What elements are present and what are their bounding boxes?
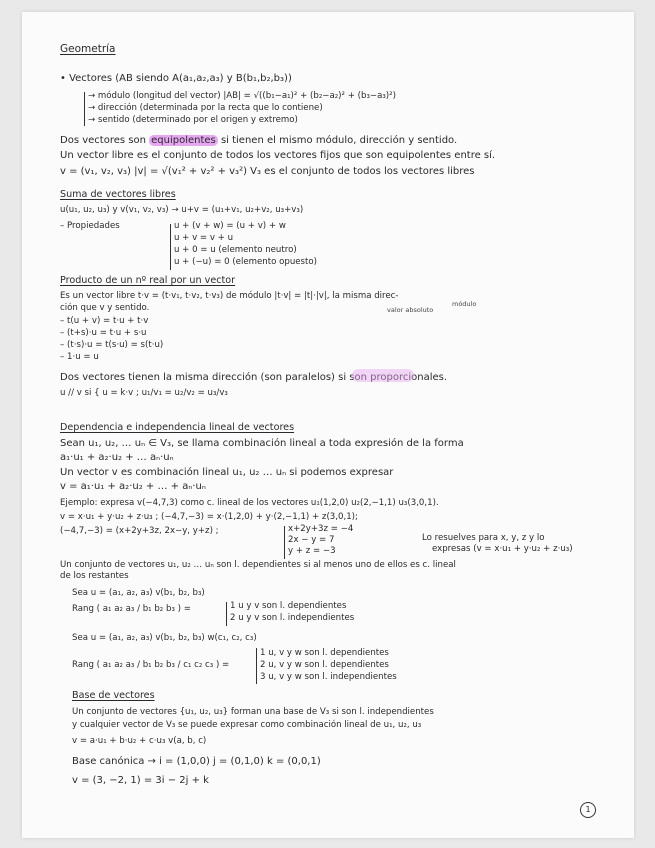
line-direccion: → dirección (determinada por la recta que lo contiene) [88, 103, 323, 113]
line-ejemplo: Ejemplo: expresa v(−4,7,3) como c. lineal de los vectores u₁(1,2,0) u₂(2,−1,1) u₃(3,0,1). [60, 498, 439, 508]
line-base-expr: v = a·u₁ + b·u₂ + c·u₃ v(a, b, c) [72, 736, 207, 746]
line-propiedades: – Propiedades [60, 221, 120, 231]
line-producto-def: Es un vector libre t·v = (t·v₁, t·v₂, t·v₃) de módulo |t·v| = |t|·|v|, la misma direc- [60, 291, 399, 301]
rang-dos: Rang ( a₁ a₂ a₃ / b₁ b₂ b₃ ) = [72, 604, 191, 614]
rang-tres-3: 3 u, v y w son l. independientes [260, 672, 397, 682]
line-vector-expr: v = a₁·u₁ + a₂·u₂ + … + aₙ·uₙ [60, 481, 206, 492]
rang-tres: Rang ( a₁ a₂ a₃ / b₁ b₂ b₃ / c₁ c₂ c₃ ) = [72, 660, 230, 670]
rang-dos-1: 1 u y v son l. dependientes [230, 601, 347, 611]
line-paralelos-cond: u // v si { u = k·v ; u₁/v₁ = u₂/v₂ = u₃/v₃ [60, 388, 228, 398]
page-number: 1 [580, 802, 596, 818]
line-dependientes-def: Un conjunto de vectores u₁, u₂ … uₙ son l. dependientes si al menos uno de ellos es c. lineal [60, 560, 456, 570]
line-ejemplo-2: (−4,7,−3) = (x+2y+3z, 2x−y, y+z) ; [60, 526, 219, 536]
note-modulo: módulo [452, 300, 477, 308]
line-vector-comb: Un vector v es combinación lineal u₁, u₂ … uₙ si podemos expresar [60, 467, 394, 478]
sistema-eq-3: y + z = −3 [288, 546, 336, 556]
rang-dos-2: 2 u y v son l. independientes [230, 613, 355, 623]
line-modulo: → módulo (longitud del vector) |AB| = √((b₁−a₁)² + (b₂−a₂)² + (b₃−a₃)²) [88, 91, 396, 101]
sistema-eq-1: x+2y+3z = −4 [288, 524, 354, 534]
line-prop-1: – t(u + v) = t·u + t·v [60, 316, 149, 326]
line-sea-dos: Sea u = (a₁, a₂, a₃) v(b₁, b₂, b₃) [72, 588, 205, 598]
heading-dependencia: Dependencia e independencia lineal de vectores [60, 422, 295, 433]
paralelos-highlight-marker [352, 369, 414, 382]
bracket-rang-tres [256, 648, 257, 684]
note-valor-absoluto: valor absoluto [387, 306, 434, 314]
prop-asociativa: u + (v + w) = (u + v) + w [174, 221, 286, 231]
prop-opuesto: u + (−u) = 0 (elemento opuesto) [174, 257, 318, 267]
bracket-propiedades [170, 224, 171, 270]
note-resuelves: Lo resuelves para x, y, z y lo [422, 533, 545, 543]
page-title: Geometría [60, 43, 116, 55]
notebook-page [22, 12, 634, 838]
line-base-canonica: Base canónica → i = (1,0,0) j = (0,1,0) k = (0,0,1) [72, 756, 321, 767]
line-ejemplo-1: v = x·u₁ + y·u₂ + z·u₃ ; (−4,7,−3) = x·(1,2,0) + y·(2,−1,1) + z(3,0,1); [60, 512, 358, 522]
line-dependientes-def-2: de los restantes [60, 571, 129, 581]
line-prop-4: – 1·u = u [60, 352, 99, 362]
line-paralelos: Dos vectores tienen la misma dirección (son paralelos) si son proporcionales. [60, 372, 448, 383]
line-suma-def: u(u₁, u₂, u₃) y v(v₁, v₂, v₃) → u+v = (u₁+v₁, u₂+v₂, u₃+v₃) [60, 205, 304, 215]
line-sentido: → sentido (determinado por el origen y extremo) [88, 115, 298, 125]
heading-producto: Producto de un nº real por un vector [60, 275, 236, 286]
bracket-properties [84, 92, 85, 126]
bracket-sistema [284, 526, 285, 559]
line-producto-dir: ción que v y sentido. [60, 303, 150, 313]
line-prop-3: – (t·s)·u = t(s·u) = s(t·u) [60, 340, 164, 350]
heading-base: Base de vectores [72, 690, 155, 701]
line-vectores: • Vectores (AB siendo A(a₁,a₂,a₃) y B(b₁,b₂,b₃)) [60, 73, 292, 84]
line-base-def: Un conjunto de vectores {u₁, u₂, u₃} forman una base de V₃ si son l. independientes [72, 707, 434, 717]
line-vector-libre: Un vector libre es el conjunto de todos los vectores fijos que son equipolentes entre sí. [60, 150, 496, 161]
bracket-rang-dos [226, 602, 227, 626]
line-modulo-libre: v = (v₁, v₂, v₃) |v| = √(v₁² + v₂² + v₃²) V₃ es el conjunto de todos los vectores libres [60, 166, 475, 177]
line-prop-2: – (t+s)·u = t·u + s·u [60, 328, 147, 338]
text-after-highlight: si tienen el mismo módulo, dirección y sentido. [220, 135, 458, 146]
heading-suma: Suma de vectores libres [60, 189, 176, 200]
line-sea-tres: Sea u = (a₁, a₂, a₃) v(b₁, b₂, b₃) w(c₁, c₂, c₃) [72, 633, 257, 643]
line-base-def-2: y cualquier vector de V₃ se puede expresar como combinación lineal de u₁, u₂, u₃ [72, 720, 422, 730]
rang-tres-1: 1 u, v y w son l. dependientes [260, 648, 389, 658]
line-ejemplo-base: v = (3, −2, 1) = 3i − 2j + k [72, 775, 209, 786]
note-expresas: expresas (v = x·u₁ + y·u₂ + z·u₃) [432, 544, 573, 554]
prop-neutro: u + 0 = u (elemento neutro) [174, 245, 297, 255]
prop-conmutativa: u + v = v + u [174, 233, 234, 243]
text-before-highlight: Dos vectores son [60, 135, 146, 146]
line-comb-forma: a₁·u₁ + a₂·u₂ + … aₙ·uₙ [60, 452, 174, 463]
rang-tres-2: 2 u, v y w son l. dependientes [260, 660, 389, 670]
line-comb-lineal: Sean u₁, u₂, … uₙ ∈ V₃, se llama combinación lineal a toda expresión de la forma [60, 438, 464, 449]
highlight-equipolentes: equipolentes [151, 135, 216, 146]
sistema-eq-2: 2x − y = 7 [288, 535, 335, 545]
line-equipolentes [60, 135, 457, 146]
